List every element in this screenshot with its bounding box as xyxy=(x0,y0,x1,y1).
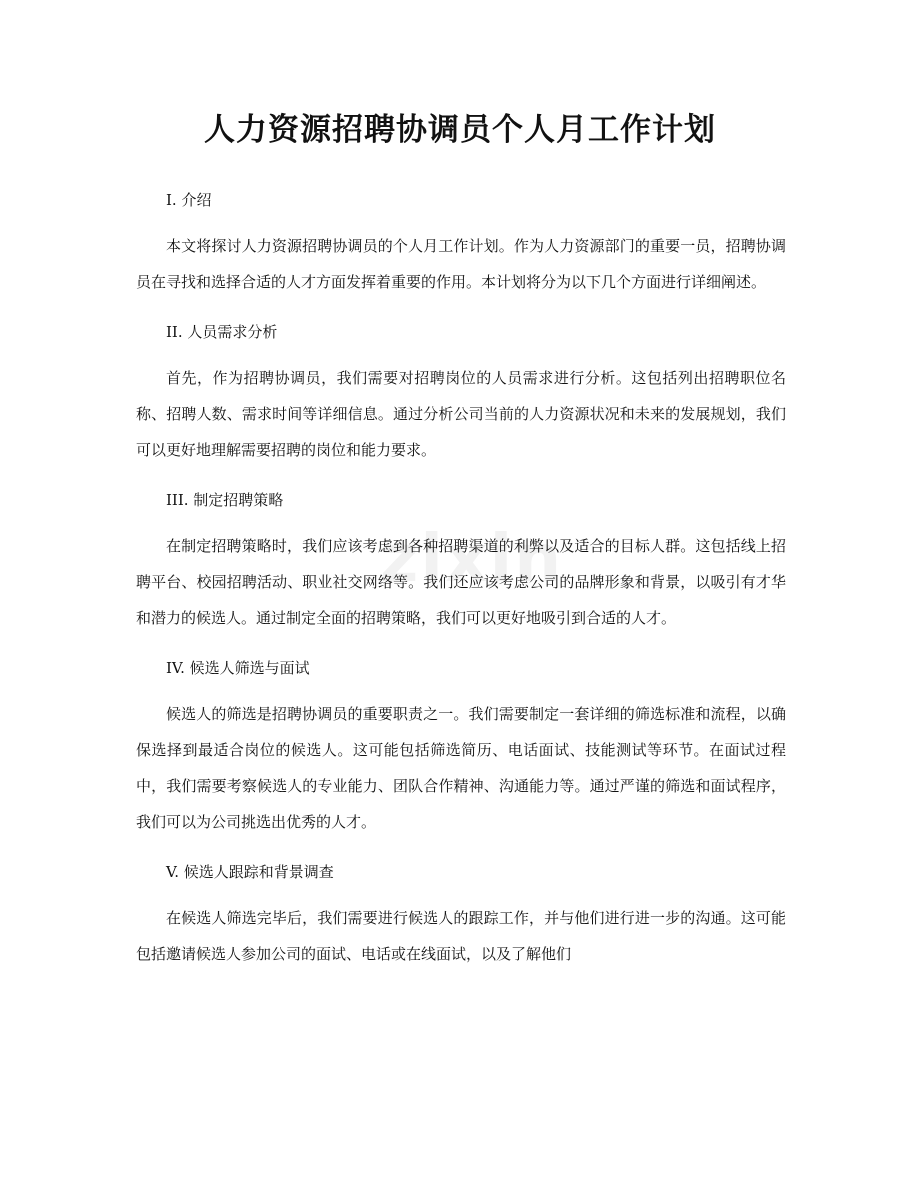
section-paragraph-recruitment-strategy: 在制定招聘策略时，我们应该考虑到各种招聘渠道的利弊以及适合的目标人群。这包括线上招聘平台、校园招聘活动、职业社交网络等。我们还应该考虑公司的品牌形象和背景，以吸引有才华和潜力的候选人。通过制定全面的招聘策略，我们可以更好地吸引到合适的人才。 xyxy=(136,537,786,627)
document-title: 人力资源招聘协调员个人月工作计划 xyxy=(204,112,716,148)
section-paragraph-intro: 本文将探讨人力资源招聘协调员的个人月工作计划。作为人力资源部门的重要一员，招聘协调员在寻找和选择合适的人才方面发挥着重要的作用。本计划将分为以下几个方面进行详细阐述。 xyxy=(136,237,786,291)
section-paragraph-screening-interview: 候选人的筛选是招聘协调员的重要职责之一。我们需要制定一套详细的筛选标准和流程，以确保选择到最适合岗位的候选人。这可能包括筛选简历、电话面试、技能测试等环节。在面试过程中，我们需要考察候选人的专业能力、团队合作精神、沟通能力等。通过严谨的筛选和面试程序，我们可以为公司挑选出优秀的人才。 xyxy=(136,705,786,831)
section-heading-screening-interview: IV. 候选人筛选与面试 xyxy=(166,659,310,677)
section-heading-tracking-background: V. 候选人跟踪和背景调查 xyxy=(166,863,334,881)
section-heading-intro: I. 介绍 xyxy=(166,191,212,209)
watermark: zixin xyxy=(380,520,564,597)
section-heading-demand-analysis: II. 人员需求分析 xyxy=(166,323,278,341)
section-paragraph-demand-analysis: 首先，作为招聘协调员，我们需要对招聘岗位的人员需求进行分析。这包括列出招聘职位名称、招聘人数、需求时间等详细信息。通过分析公司当前的人力资源状况和未来的发展规划，我们可以更好地理解需要招聘的岗位和能力要求。 xyxy=(136,369,786,459)
section-heading-recruitment-strategy: III. 制定招聘策略 xyxy=(166,491,284,509)
document-body xyxy=(136,182,786,972)
section-paragraph-tracking-background: 在候选人筛选完毕后，我们需要进行候选人的跟踪工作，并与他们进行进一步的沟通。这可能包括邀请候选人参加公司的面试、电话或在线面试，以及了解他们 xyxy=(136,909,786,963)
